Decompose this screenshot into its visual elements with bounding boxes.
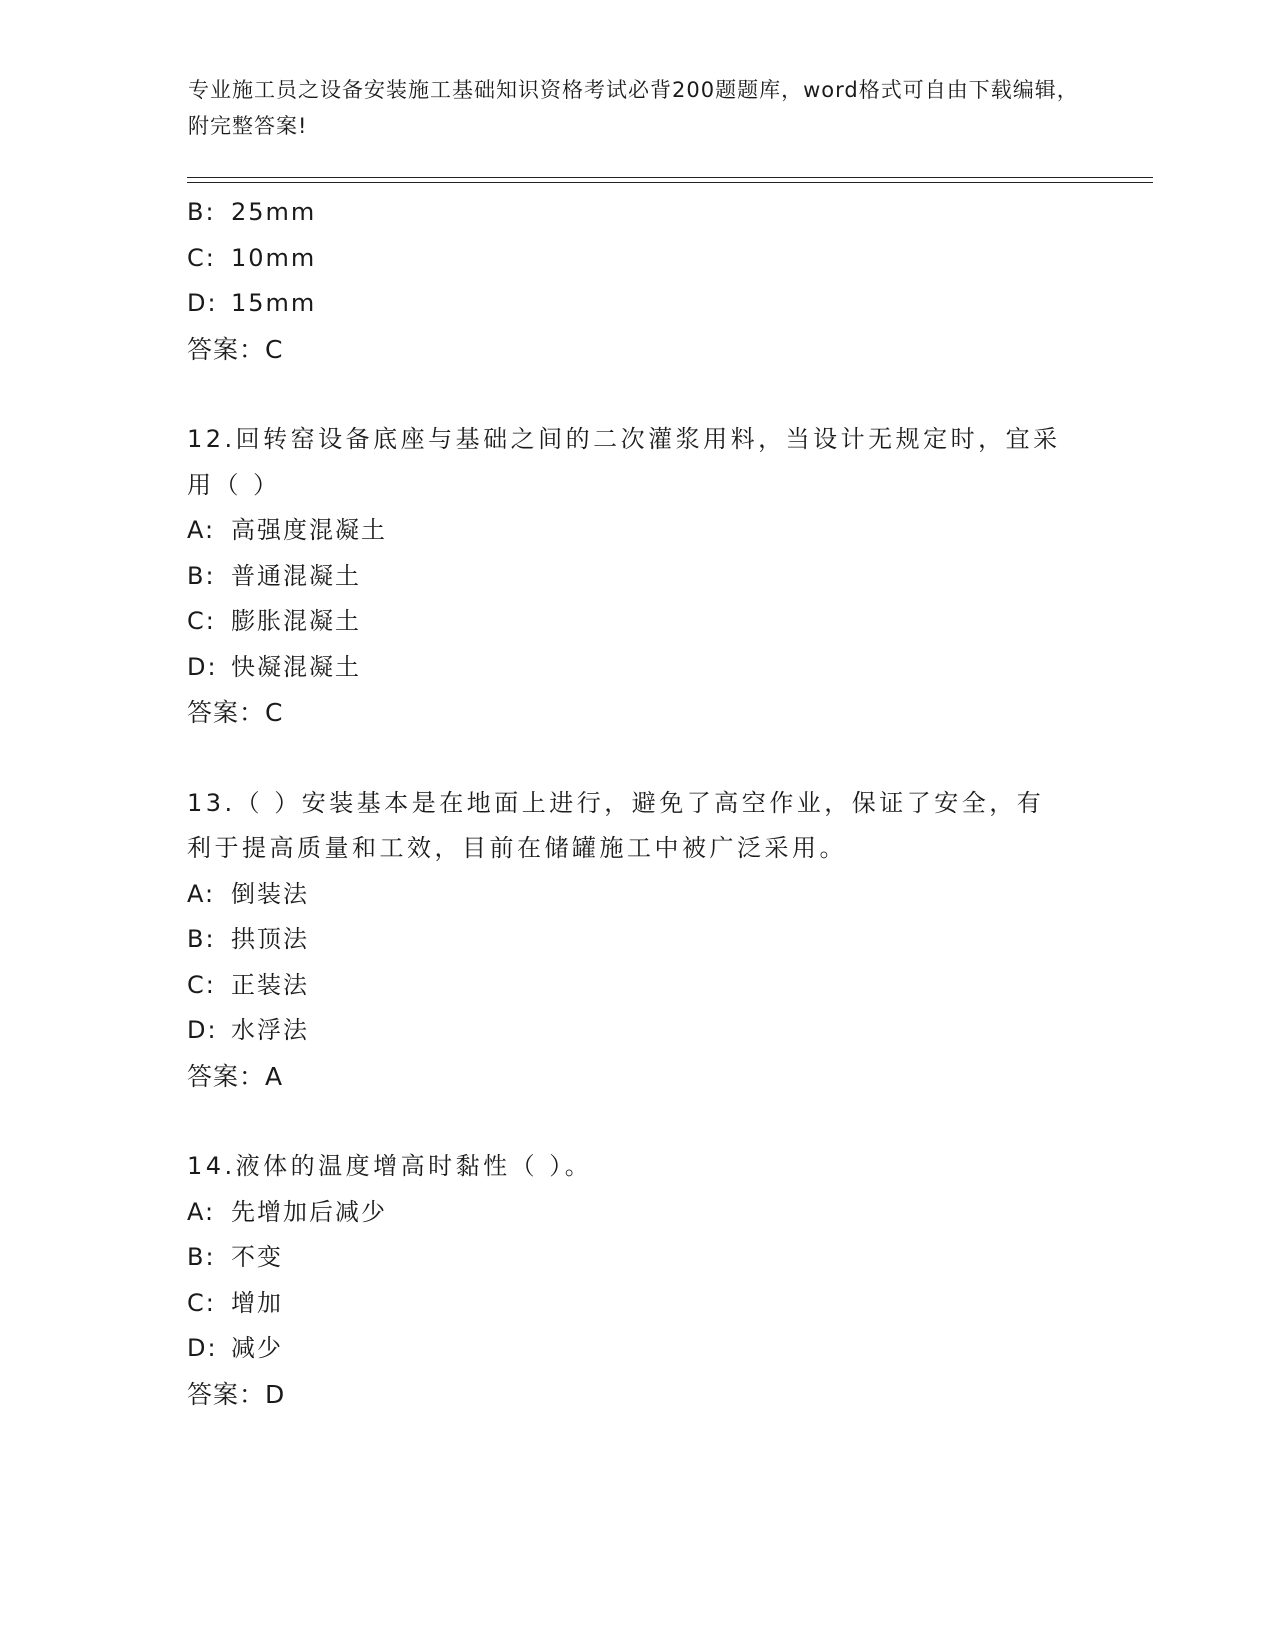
option-text: 快凝混凝土	[231, 652, 361, 681]
option-text: 减少	[231, 1334, 283, 1362]
option-text: 普通混凝土	[231, 561, 361, 590]
option-key: B:	[187, 925, 216, 953]
option-key: D:	[187, 652, 218, 681]
question-14	[187, 1144, 1087, 1417]
option-text: 25mm	[231, 198, 317, 226]
option-text: 倒装法	[231, 879, 309, 908]
option-b	[187, 554, 1087, 600]
option-text: 增加	[231, 1288, 283, 1317]
option-text: 拱顶法	[231, 925, 309, 953]
option-a	[187, 1190, 1087, 1236]
option-b	[187, 917, 1087, 963]
question-stem: 13.（ ）安装基本是在地面上进行，避免了高空作业，保证了安全，有利于提高质量和工效，目前在储罐施工中被广泛采用。	[187, 788, 1045, 862]
option-text: 15mm	[231, 289, 317, 317]
question-stem: 14.液体的温度增高时黏性（ ）。	[187, 1152, 593, 1180]
option-key: D:	[187, 289, 218, 317]
spacer	[187, 372, 1087, 417]
option-key: C:	[187, 1288, 216, 1317]
option-key: A:	[187, 879, 216, 908]
document-body	[187, 190, 1087, 1417]
option-text: 不变	[231, 1243, 283, 1271]
document-header: 专业施工员之设备安装施工基础知识资格考试必背200题题库，word格式可自由下载编辑，附完整答案!	[188, 78, 1079, 138]
option-text: 10mm	[231, 243, 317, 272]
header-rule-top	[187, 177, 1153, 178]
option-key: B:	[187, 1243, 216, 1271]
question-13	[187, 781, 1087, 1100]
question-12	[187, 417, 1087, 736]
option-c	[187, 963, 1087, 1009]
answer-line: 答案：C	[187, 698, 284, 727]
question-partial	[187, 190, 1087, 372]
option-c	[187, 1281, 1087, 1327]
option-key: C:	[187, 970, 216, 999]
option-key: B:	[187, 561, 216, 590]
option-a	[187, 508, 1087, 554]
option-a	[187, 872, 1087, 918]
option-key: D:	[187, 1334, 218, 1362]
option-d	[187, 1326, 1087, 1372]
option-c	[187, 236, 1087, 282]
spacer	[187, 736, 1087, 781]
option-c	[187, 599, 1087, 645]
answer-line: 答案：C	[187, 334, 284, 364]
option-d	[187, 645, 1087, 691]
option-key: A:	[187, 516, 216, 544]
option-text: 高强度混凝土	[231, 516, 387, 544]
answer-line: 答案：A	[187, 1061, 284, 1091]
option-key: A:	[187, 1197, 216, 1226]
option-d	[187, 281, 1087, 327]
option-b	[187, 1235, 1087, 1281]
option-text: 先增加后减少	[231, 1197, 387, 1226]
option-text: 膨胀混凝土	[231, 607, 361, 635]
spacer	[187, 1099, 1087, 1144]
answer-line: 答案：D	[187, 1379, 286, 1409]
option-key: C:	[187, 607, 216, 635]
option-key: B:	[187, 198, 216, 226]
header-rule-bottom	[187, 182, 1153, 183]
option-b	[187, 190, 1087, 236]
option-text: 正装法	[231, 970, 309, 999]
question-stem: 12.回转窑设备底座与基础之间的二次灌浆用料，当设计无规定时，宜采用（ ）	[187, 425, 1061, 499]
option-text: 水浮法	[231, 1016, 309, 1044]
option-key: D:	[187, 1016, 218, 1044]
option-key: C:	[187, 243, 216, 272]
option-d	[187, 1008, 1087, 1054]
